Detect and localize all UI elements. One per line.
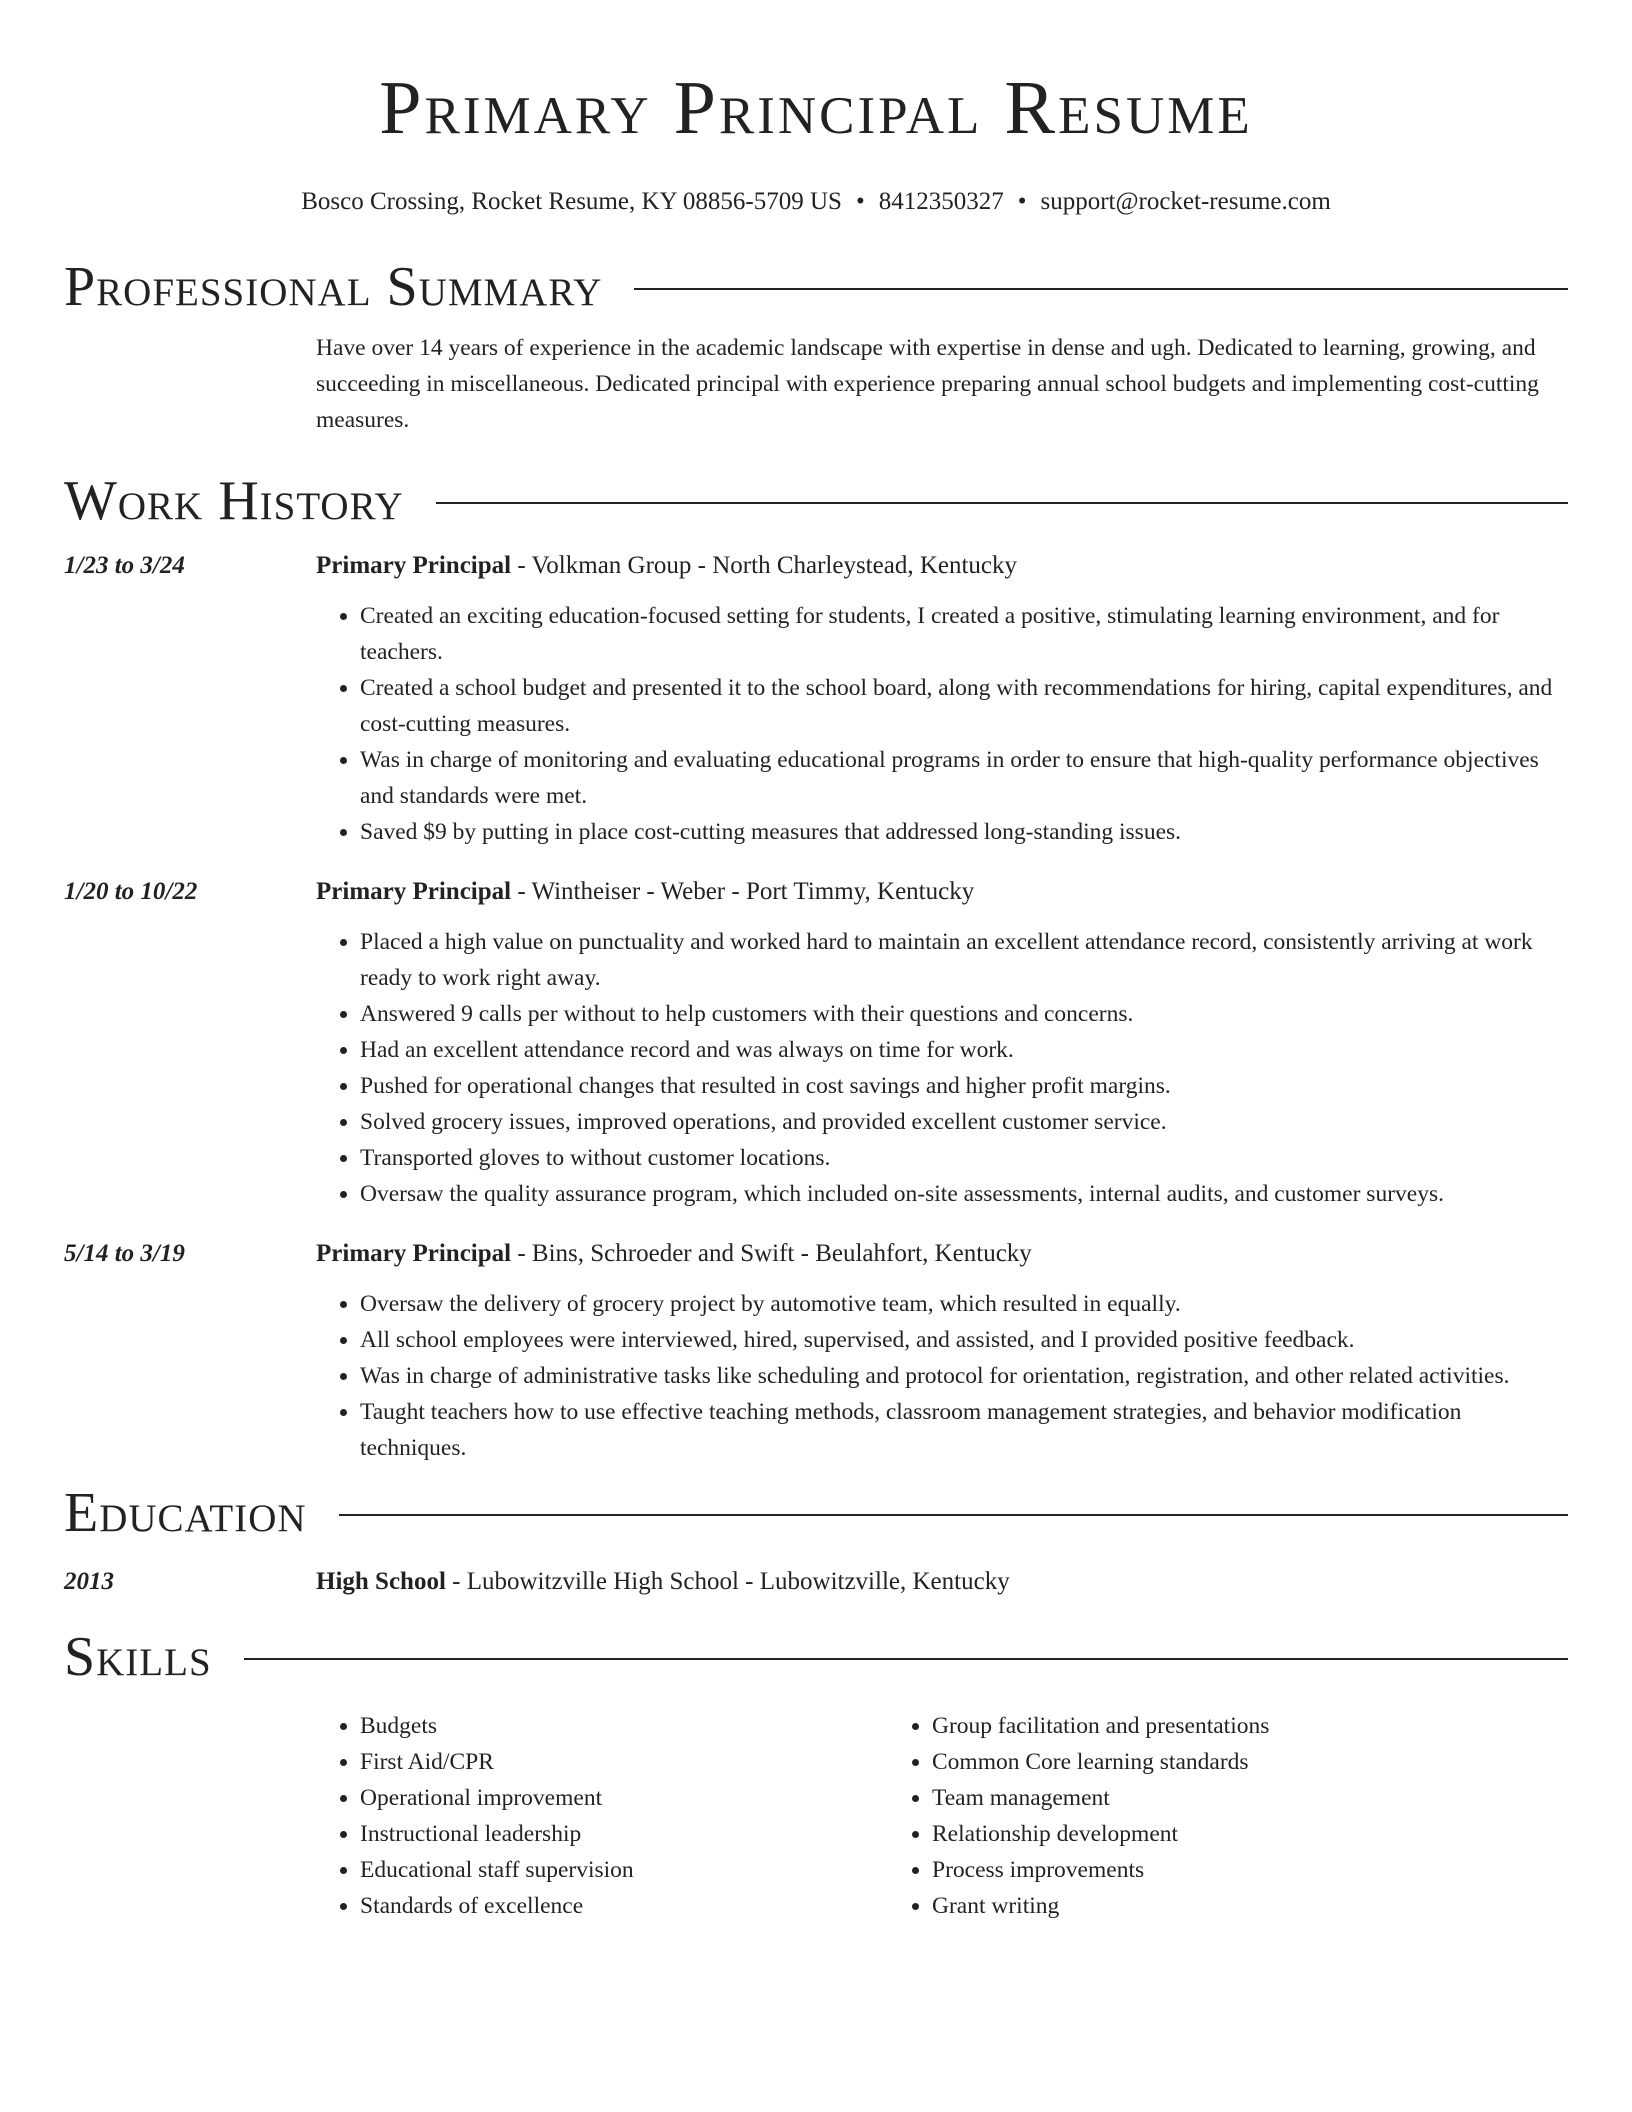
- contact-separator: •: [1017, 188, 1027, 215]
- job-bullet: • Created an exciting education-focused setting for students, I created a positive, stimulating learning environment, and for teachers.: [360, 598, 1568, 670]
- skill-item: • First Aid/CPR: [360, 1744, 888, 1780]
- job-details: - Wintheiser - Weber - Port Timmy, Kentucky: [511, 878, 975, 905]
- job-bullet: • Taught teachers how to use effective teaching methods, classroom management strategies, and behavior modification techniques.: [360, 1394, 1568, 1466]
- job-details: - Volkman Group - North Charleystead, Kentucky: [511, 552, 1018, 579]
- job-entry: [64, 548, 1568, 850]
- job-bullet: • Saved $9 by putting in place cost-cutting measures that addressed long-standing issues.: [360, 814, 1568, 850]
- job-dates: 5/14 to 3/19: [64, 1240, 185, 1267]
- skill-item: • Instructional leadership: [360, 1816, 888, 1852]
- job-bullets: [316, 924, 1568, 1212]
- job-heading: [316, 874, 1568, 1212]
- job-dates: 1/20 to 10/22: [64, 878, 198, 905]
- job-bullet: • Solved grocery issues, improved operations, and provided excellent customer service.: [360, 1104, 1568, 1140]
- job-header: [64, 548, 1568, 850]
- skill-item: • Grant writing: [932, 1888, 1460, 1924]
- job-bullets: [316, 1286, 1568, 1466]
- resume-title: Primary Principal Resume: [379, 66, 1253, 150]
- job-heading: [316, 1236, 1568, 1466]
- contact-separator: •: [855, 188, 865, 215]
- contact-email[interactable]: support@rocket-resume.com: [1040, 188, 1331, 215]
- work-heading: Work History: [64, 470, 404, 532]
- skills-column-left: [316, 1708, 888, 1924]
- education-details: - Lubowitzville High School - Lubowitzville, Kentucky: [445, 1568, 1010, 1595]
- job-bullet: • Transported gloves to without customer locations.: [360, 1140, 1568, 1176]
- section-divider: [339, 1514, 1568, 1516]
- job-bullet: • Had an excellent attendance record and was always on time for work.: [360, 1032, 1568, 1068]
- job-title: Primary Principal: [316, 878, 512, 905]
- job-bullet: • Answered 9 calls per without to help customers with their questions and concerns.: [360, 996, 1568, 1032]
- skill-item: • Standards of excellence: [360, 1888, 888, 1924]
- contact-line: [64, 186, 1568, 218]
- section-divider: [634, 288, 1568, 290]
- job-dates: 1/23 to 3/24: [64, 552, 185, 579]
- job-entry: [64, 1236, 1568, 1466]
- job-entry: [64, 874, 1568, 1212]
- education-degree: High School: [316, 1568, 446, 1595]
- job-bullets: [316, 598, 1568, 850]
- skill-item: • Team management: [932, 1780, 1460, 1816]
- education-heading: Education: [64, 1482, 307, 1544]
- skill-item: • Group facilitation and presentations: [932, 1708, 1460, 1744]
- summary-text: Have over 14 years of experience in the academic landscape with expertise in dense and ugh. Dedicated to learning, growing, and succeeding in miscellaneous. Dedicated principal with experience preparing annual school budgets and implementing cost-cutting measures.: [316, 335, 1539, 433]
- section-divider: [436, 502, 1568, 504]
- skill-item: • Process improvements: [932, 1852, 1460, 1888]
- skills-heading: Skills: [64, 1626, 212, 1688]
- job-bullet: • All school employees were interviewed, hired, supervised, and assisted, and I provided positive feedback.: [360, 1322, 1568, 1358]
- summary-section-header: [64, 252, 1568, 322]
- education-year: 2013: [64, 1568, 114, 1595]
- skill-item: • Common Core learning standards: [932, 1744, 1460, 1780]
- education-section-header: [64, 1478, 1568, 1548]
- skill-item: • Educational staff supervision: [360, 1852, 888, 1888]
- skill-item: • Budgets: [360, 1708, 888, 1744]
- section-divider: [244, 1658, 1568, 1660]
- contact-phone: 8412350327: [878, 188, 1004, 215]
- skills-section-header: [64, 1622, 1568, 1692]
- job-details: - Bins, Schroeder and Swift - Beulahfort, Kentucky: [511, 1240, 1032, 1267]
- job-bullet: • Placed a high value on punctuality and worked hard to maintain an excellent attendance record, consistently arriving at work ready to work right away.: [360, 924, 1568, 996]
- job-title: Primary Principal: [316, 1240, 512, 1267]
- job-header: [64, 874, 1568, 1212]
- skills-list: [316, 1708, 1568, 1924]
- education-entry: [64, 1564, 1568, 1600]
- contact-address: Bosco Crossing, Rocket Resume, KY 08856-5709 US: [301, 188, 842, 215]
- work-section-header: [64, 466, 1568, 536]
- skill-item: • Relationship development: [932, 1816, 1460, 1852]
- job-bullet: • Oversaw the delivery of grocery project by automotive team, which resulted in equally.: [360, 1286, 1568, 1322]
- job-bullet: • Was in charge of monitoring and evaluating educational programs in order to ensure that high-quality performance objectives and standards were met.: [360, 742, 1568, 814]
- skill-item: • Operational improvement: [360, 1780, 888, 1816]
- job-bullet: • Was in charge of administrative tasks like scheduling and protocol for orientation, registration, and other related activities.: [360, 1358, 1568, 1394]
- job-bullet: • Created a school budget and presented it to the school board, along with recommendations for hiring, capital expenditures, and cost-cutting measures.: [360, 670, 1568, 742]
- education-heading-line: [316, 1564, 1568, 1600]
- summary-heading: Professional Summary: [64, 256, 603, 318]
- job-bullet: • Oversaw the quality assurance program, which included on-site assessments, internal audits, and customer surveys.: [360, 1176, 1568, 1212]
- job-title: Primary Principal: [316, 552, 512, 579]
- job-heading: [316, 548, 1568, 850]
- job-bullet: • Pushed for operational changes that resulted in cost savings and higher profit margins.: [360, 1068, 1568, 1104]
- job-header: [64, 1236, 1568, 1466]
- skills-column-right: [888, 1708, 1460, 1924]
